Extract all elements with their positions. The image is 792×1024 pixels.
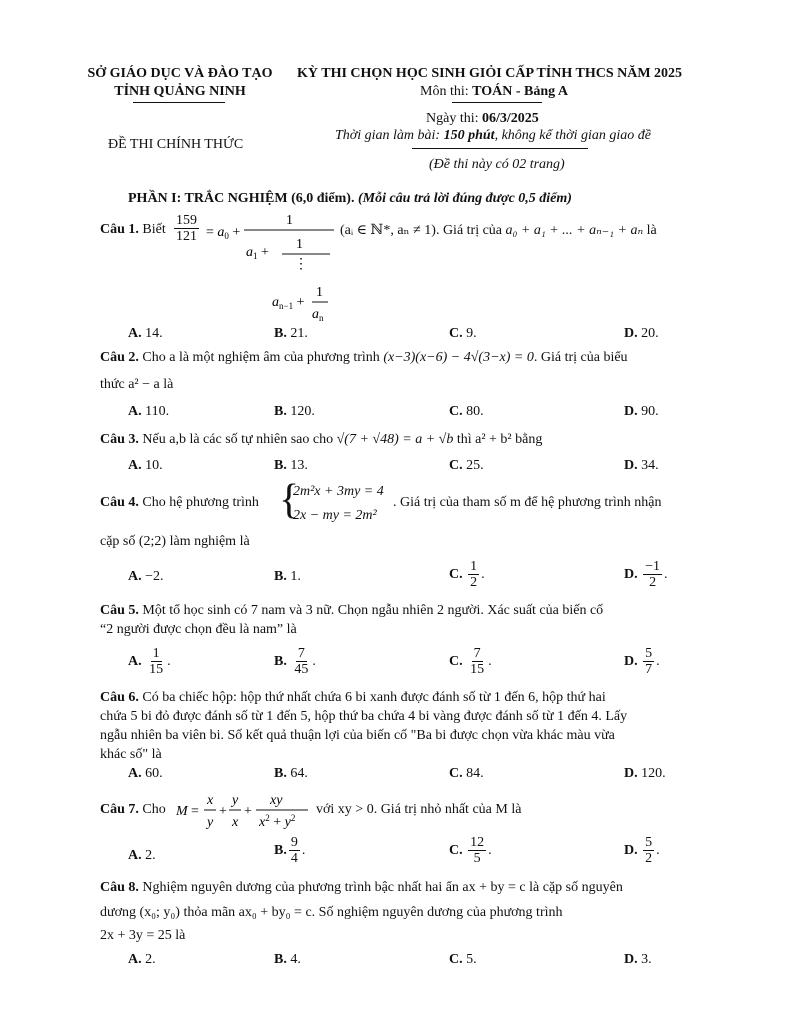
section-note: (Mỗi câu trả lời đúng được 0,5 điểm) <box>357 191 572 206</box>
q1-label: Câu 1. <box>100 222 139 237</box>
section-title <box>128 191 572 207</box>
q1-frac-den: 121 <box>176 229 197 245</box>
q1-option-b[interactable]: B. 21. <box>274 326 308 341</box>
q5-option-c[interactable]: C. $\frac{7}{15}$ . <box>449 646 492 678</box>
q7-text2: với xy > 0. Giá trị nhỏ nhất của M là <box>316 802 522 817</box>
question-5 <box>100 603 603 619</box>
q6-option-d[interactable]: D. 120. <box>624 766 666 781</box>
svg-text:⋮: ⋮ <box>294 257 308 272</box>
q3-option-c[interactable]: C. 25. <box>449 458 484 473</box>
q1-frac-num: 159 <box>176 213 197 228</box>
header-right-rule <box>452 102 542 103</box>
q4-label: Câu 4. <box>100 495 139 510</box>
q6-text1: Có ba chiếc hộp: hộp thứ nhất chứa 6 bi xanh được đánh số từ 1 đến 6, hộp thứ hai <box>142 690 606 705</box>
question-8 <box>100 880 623 896</box>
q1-sum: a₀ + a₁ + ... + aₙ₋₁ + aₙ <box>505 223 644 238</box>
q6-option-b[interactable]: B. 64. <box>274 766 308 781</box>
q3-option-b[interactable]: B. 13. <box>274 458 308 473</box>
svg-text:= a0 +: = $a_0$ + <box>206 225 241 241</box>
q3-option-a[interactable]: A. 10. <box>128 458 163 473</box>
svg-text:an: $a_n$ <box>312 307 324 323</box>
q1-cond-text: (aᵢ ∈ ℕ*, aₙ ≠ 1). Giá trị của <box>340 223 503 238</box>
q4-text2: . Giá trị của tham số m để hệ phương trình nhận <box>393 495 662 510</box>
q8-option-c[interactable]: C. 5. <box>449 952 477 967</box>
q6-option-c[interactable]: C. 84. <box>449 766 484 781</box>
q2-option-c[interactable]: C. 80. <box>449 404 484 419</box>
question-4 <box>100 495 259 511</box>
time-line <box>335 128 651 144</box>
header-left-rule <box>133 102 225 103</box>
q7-label: Câu 7. <box>100 802 139 817</box>
svg-text:=: = <box>191 804 199 819</box>
q1-option-c[interactable]: C. 9. <box>449 326 477 341</box>
q4-eq2: 2x − my = 2m² <box>293 508 377 523</box>
q1-condition <box>340 222 657 239</box>
q7-text1: Cho <box>142 802 166 817</box>
q8-label: Câu 8. <box>100 880 139 895</box>
svg-text:an−1 +: $a_{n-1}$ + <box>272 295 305 311</box>
q8-text1: Nghiệm nguyên dương của phương trình bậc nhất hai ẩn ax + by = c là cặp số nguyên <box>142 880 623 895</box>
svg-text:a1 +: $a_1$ + <box>246 245 269 261</box>
province-name: TỈNH QUẢNG NINH <box>114 84 246 99</box>
q6-text2: chứa 5 bi đỏ được đánh số từ 1 đến 5, hộp thứ ba chứa 4 bi vàng được đánh số từ 1 đến 4. Lấy <box>100 709 628 724</box>
q2-text3: thức a² − a là <box>100 377 174 392</box>
q4-option-c[interactable]: C. $\frac{1}{2}$ . <box>449 559 485 591</box>
date-prefix: Ngày thi: <box>426 111 479 126</box>
question-6 <box>100 690 606 706</box>
q5-label: Câu 5. <box>100 603 139 618</box>
q4-text3: cặp số (2;2) làm nghiệm là <box>100 534 250 549</box>
question-7 <box>100 802 166 818</box>
q3-text1: Nếu a,b là các số tự nhiên sao cho <box>142 432 334 447</box>
q4-eq1: 2m²x + 3my = 4 <box>293 484 384 499</box>
pages-note: (Đề thi này có 02 trang) <box>429 157 565 172</box>
q8-text2: dương (x₀; y₀) thỏa mãn ax₀ + by₀ = c. Số nghiệm nguyên dương của phương trình <box>100 905 563 920</box>
q8-option-d[interactable]: D. 3. <box>624 952 652 967</box>
time-suffix: , không kể thời gian giao đề <box>494 128 651 143</box>
continued-fraction <box>204 210 344 325</box>
svg-text:+: + <box>219 804 227 819</box>
section-label: PHẦN I: TRẮC NGHIỆM (6,0 điểm). <box>128 191 355 206</box>
q2-option-b[interactable]: B. 120. <box>274 404 315 419</box>
q3-label: Câu 3. <box>100 432 139 447</box>
time-rule <box>412 148 588 149</box>
q6-text4: khác số" là <box>100 747 162 762</box>
svg-text:1: 1 <box>286 213 293 228</box>
q5-option-d[interactable]: D. $\frac{5}{7}$ . <box>624 646 660 678</box>
q7-expression <box>174 790 314 832</box>
q5-option-b[interactable]: B. $\frac{7}{45}$ . <box>274 646 316 678</box>
svg-text:y: y <box>207 815 214 830</box>
exam-date-line <box>426 111 539 127</box>
time-prefix: Thời gian làm bài: <box>335 128 441 143</box>
q7-option-d[interactable]: D. $\frac{5}{2}$ . <box>624 835 660 867</box>
q2-text1: Cho a là một nghiệm âm của phương trình <box>142 350 380 365</box>
svg-text:x: x <box>232 815 239 830</box>
q8-option-b[interactable]: B. 4. <box>274 952 301 967</box>
question-1 <box>100 222 166 238</box>
svg-text:1: 1 <box>296 237 303 252</box>
q6-label: Câu 6. <box>100 690 139 705</box>
q2-option-d[interactable]: D. 90. <box>624 404 659 419</box>
q4-text1: Cho hệ phương trình <box>142 495 259 510</box>
exam-title: KỲ THI CHỌN HỌC SINH GIỎI CẤP TỈNH THCS NĂM 2025 <box>297 66 683 81</box>
q1-option-d[interactable]: D. 20. <box>624 326 659 341</box>
svg-text:+: + <box>244 804 252 819</box>
time-value: 150 phút <box>443 128 495 143</box>
subject-prefix: Môn thi: <box>420 84 469 99</box>
q3-text2: thì a² + b² bằng <box>456 432 543 447</box>
q2-option-a[interactable]: A. 110. <box>128 404 170 419</box>
q2-label: Câu 2. <box>100 350 139 365</box>
svg-text:xy: xy <box>270 793 283 808</box>
q6-option-a[interactable]: A. 60. <box>128 766 163 781</box>
q7-option-a[interactable]: A. 2. <box>128 848 156 863</box>
svg-text:x2 + y2: $x^2 + y^2$ <box>259 813 296 830</box>
q1-option-a[interactable]: A. 14. <box>128 326 163 341</box>
q8-option-a[interactable]: A. 2. <box>128 952 156 967</box>
q7-option-c[interactable]: C. $\frac{12}{5}$ . <box>449 835 492 867</box>
q5-option-a[interactable]: A. $\frac{1}{15}$ . <box>128 646 171 678</box>
official-label: ĐỀ THI CHÍNH THỨC <box>108 137 244 152</box>
q3-equation: √(7 + √48) = a + √b <box>336 432 454 447</box>
exam-date: 06/3/2025 <box>482 111 539 126</box>
q6-text3: ngẫu nhiên ba viên bi. Số kết quả thuận lợi của biến cố "Ba bi được chọn vừa khác màu vừa <box>100 728 615 743</box>
svg-text:1: 1 <box>316 285 323 300</box>
q5-text1: Một tổ học sinh có 7 nam và 3 nữ. Chọn ngẫu nhiên 2 người. Xác suất của biến cố <box>142 603 604 618</box>
question-3 <box>100 432 542 448</box>
svg-text:x: x <box>207 793 214 808</box>
subject-line <box>420 84 568 100</box>
q1-lead: Biết <box>142 222 166 237</box>
q1-fraction <box>172 213 201 245</box>
q4-system-brace: { <box>279 477 300 523</box>
q5-text2: “2 người được chọn đều là nam” là <box>100 622 297 637</box>
q2-equation: (x−3)(x−6) − 4√(3−x) = 0 <box>383 350 534 365</box>
subject-value: TOÁN - Bảng A <box>472 84 568 99</box>
q8-text3: 2x + 3y = 25 là <box>100 928 186 943</box>
q2-text2: . Giá trị của biểu <box>533 350 628 365</box>
q4-option-b[interactable]: B. 1. <box>274 569 301 584</box>
svg-text:y: y <box>232 793 239 808</box>
q1-tail: là <box>646 223 657 238</box>
q4-option-a[interactable]: A. −2. <box>128 569 164 584</box>
q3-option-d[interactable]: D. 34. <box>624 458 659 473</box>
dept-name: SỞ GIÁO DỤC VÀ ĐÀO TẠO <box>87 66 273 81</box>
q4-option-d[interactable]: D. $\frac{-1}{2}$ . <box>624 559 668 591</box>
svg-text:M: M <box>176 804 188 819</box>
question-2 <box>100 350 628 366</box>
q7-option-b[interactable]: B. $\frac{9}{4}$ . <box>274 835 306 867</box>
